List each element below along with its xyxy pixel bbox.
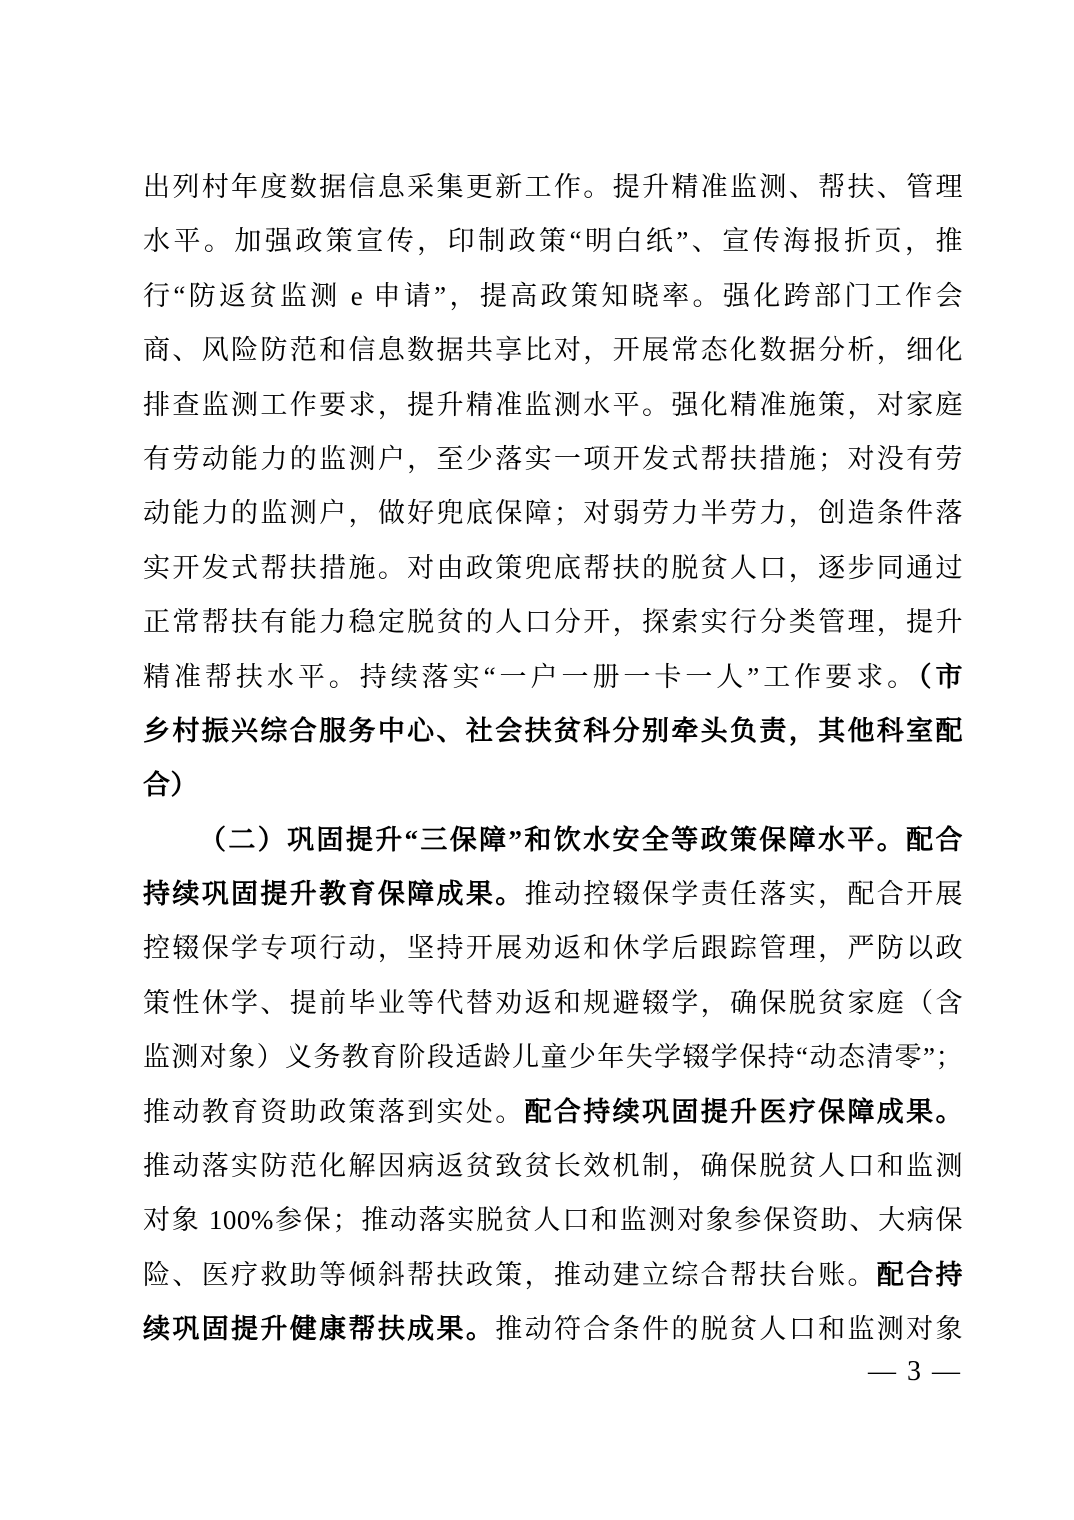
bold-text-run: （二）巩固提升“三保障”和饮水安全等政策保障水平。配合 [199, 824, 963, 855]
text-line [143, 1085, 963, 1139]
text-run: 推动落实防范化解因病返贫致贫长效机制，确保脱贫人口和监测 [143, 1151, 963, 1182]
text-run: 对象 100%参保；推动落实脱贫人口和监测对象参保资助、大病保 [143, 1205, 963, 1236]
text-run: 有劳动能力的监测户，至少落实一项开发式帮扶措施；对没有劳 [143, 443, 963, 474]
text-line [143, 378, 963, 432]
text-run: 推动符合条件的脱贫人口和监测对象 [495, 1314, 964, 1345]
text-line [143, 323, 963, 377]
bold-text-run: （市 [918, 661, 964, 692]
text-run: 控辍保学专项行动，坚持开展劝返和休学后跟踪管理，严防以政 [143, 933, 963, 964]
text-line [143, 1030, 963, 1084]
text-line [143, 704, 963, 758]
text-line [143, 214, 963, 268]
text-run: 推动教育资助政策落到实处。 [143, 1096, 525, 1127]
text-line [143, 867, 963, 921]
text-run: 水平。加强政策宣传，印制政策“明白纸”、宣传海报折页，推 [143, 226, 963, 257]
bold-text-run: 配合持续巩固提升医疗保障成果。 [524, 1096, 964, 1127]
bold-text-run: 乡村振兴综合服务中心、社会扶贫科分别牵头负责，其他科室配 [143, 715, 963, 746]
text-line [143, 1139, 963, 1193]
text-run: 实开发式帮扶措施。对由政策兜底帮扶的脱贫人口，逐步同通过 [143, 552, 963, 583]
text-line [143, 650, 963, 704]
text-line [143, 1193, 963, 1247]
text-line [143, 595, 963, 649]
page-number: — 3 — [868, 1356, 962, 1387]
bold-text-run: 续巩固提升健康帮扶成果。 [143, 1314, 496, 1345]
text-run: 精准帮扶水平。持续落实“一户一册一卡一人”工作要求。 [143, 661, 919, 692]
text-line [143, 921, 963, 975]
text-run: 监测对象）义务教育阶段适龄儿童少年失学辍学保持“动态清零”； [143, 1042, 963, 1073]
text-line [143, 269, 963, 323]
text-run: 动能力的监测户，做好兜底保障；对弱劳力半劳力，创造条件落 [143, 498, 963, 529]
text-run: 策性休学、提前毕业等代替劝返和规避辍学，确保脱贫家庭（含 [143, 987, 963, 1018]
page-footer [868, 1356, 962, 1388]
text-line [143, 976, 963, 1030]
bold-text-run: 配合持 [876, 1259, 964, 1290]
text-run: 行“防返贫监测 e 申请”，提高政策知晓率。强化跨部门工作会 [143, 280, 963, 311]
text-line [143, 758, 963, 812]
text-line [143, 541, 963, 595]
text-run: 推动控辍保学责任落实，配合开展 [524, 879, 964, 910]
text-line [143, 160, 963, 214]
text-run: 出列村年度数据信息采集更新工作。提升精准监测、帮扶、管理 [143, 172, 963, 202]
text-run: 排查监测工作要求，提升精准监测水平。强化精准施策，对家庭 [143, 389, 963, 420]
bold-text-run: 持续巩固提升教育保障成果。 [143, 879, 525, 910]
text-line [143, 813, 963, 867]
bold-text-run: 合） [143, 770, 198, 801]
text-run: 商、风险防范和信息数据共享比对，开展常态化数据分析，细化 [143, 335, 963, 366]
text-line [143, 1248, 963, 1302]
document-body [143, 160, 963, 1357]
text-line [143, 1302, 963, 1356]
text-run: 正常帮扶有能力稳定脱贫的人口分开，探索实行分类管理，提升 [143, 607, 963, 638]
text-run: 险、医疗救助等倾斜帮扶政策，推动建立综合帮扶台账。 [143, 1259, 877, 1290]
text-line [143, 486, 963, 540]
text-line [143, 432, 963, 486]
